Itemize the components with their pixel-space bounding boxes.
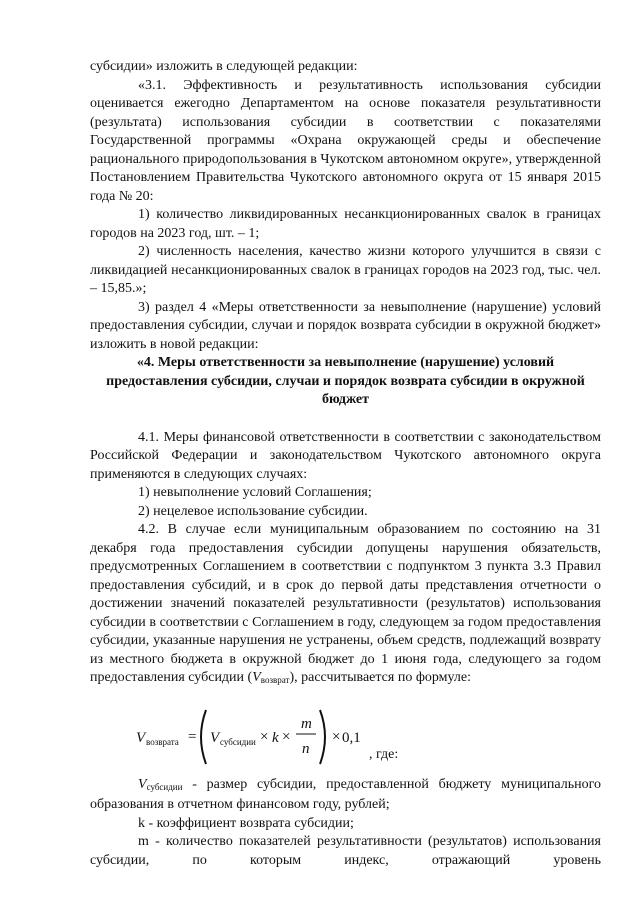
paragraph-item-3: 3) раздел 4 «Меры ответственности за невыполнение (нарушение) условий предоставления субсидии, случаи и порядок возврата субсидии в окружной бюджет» изложить в новой редакции: (90, 299, 601, 352)
paragraph-k: k - коэффициент возврата субсидии; (138, 815, 354, 831)
formula-where: , где: (369, 746, 399, 762)
paragraph-item-2: 2) численность населения, качество жизни которого улучшится в связи с ликвидацией несанкционированных свалок в границах городов на 2023 год, тыс. чел. – 15,85.»; (90, 244, 601, 296)
paragraph-intro: субсидии» изложить в следующей редакции: (90, 59, 358, 74)
spacer (90, 410, 601, 429)
formula (130, 694, 370, 774)
formula-times-3: × (332, 728, 341, 745)
paragraph-4-2 (90, 521, 601, 690)
v-subsidy-var: V (138, 776, 147, 792)
v-return-subscript: возврат (260, 675, 290, 685)
formula-equals: = (188, 728, 197, 745)
formula-v-sub: субсидии (220, 736, 256, 747)
v-subsidy-text: - размер субсидии, предоставленной бюджету муниципального образования в отчетном финансовом году, рублей; (90, 776, 601, 812)
formula-numerator: m (301, 715, 312, 732)
paragraph-4-1: 4.1. Меры финансовой ответственности в соответствии с законодательством Российской Федерации и законодательством Чукотского автономного округа применяются в следующих случаях: (90, 429, 601, 482)
formula-times-1: × (260, 728, 269, 745)
formula-lhs-sub: возврата (146, 736, 179, 747)
formula-left-paren (201, 710, 206, 764)
v-subsidy-subscript: субсидии (146, 781, 183, 792)
formula-v: V (210, 729, 220, 746)
paragraph-3-1: «3.1. Эффективность и результативность использования субсидии оценивается ежегодно Департаментом на основе показателя результативности (результата) использования субсидии в соответствии с показателями Государственной программы «Охрана окружающей среды и обеспечение рационального природопользования в Чукотском автономном округе», утвержденной Постановлением Правительства Чукотского автономного округа от 15 января 2015 года № 20: (90, 77, 601, 204)
paragraph-m: m - количество показателей результативности (результатов) использования субсидии, по которым индекс, отражающий уровень (90, 834, 601, 868)
formula-denominator: n (302, 740, 310, 757)
document-body (90, 58, 601, 870)
paragraph-item-1: 1) количество ликвидированных несанкционированных свалок в границах городов на 2023 год, шт. – 1; (90, 207, 601, 241)
v-return-var: V (252, 670, 261, 685)
formula-block (90, 694, 601, 776)
paragraph-4-2-text: 4.2. В случае если муниципальным образованием по состоянию на 31 декабря года предоставления субсидии допущены нарушения обязательств, предусмотренных Соглашением в соответствии с подпунктом 3 пункта 3.3 Правил предоставления субсидий, и в срок до первой даты представления отчетности о достижении значений показателей результативности (результатов) использования субсидии в соответствии с Соглашением в году, следующем за годом предоставления субсидии, указанные нарушения не устранены, объем средств, подлежащий возврату из местного бюджета в окружной бюджет до 1 июня года, следующего за годом предоставления субсидии ( (90, 522, 601, 685)
paragraph-4-2-end: ), рассчитывается по формуле: (289, 670, 472, 685)
paragraph-case-2: 2) нецелевое использование субсидии. (138, 503, 368, 519)
formula-right-paren (320, 710, 325, 764)
section-heading: «4. Меры ответственности за невыполнение (нарушение) условий предоставления субсидии, случаи и порядок возврата субсидии в окружной бюджет (106, 355, 585, 407)
formula-lhs-var: V (136, 729, 146, 746)
formula-coefficient: 0,1 (342, 729, 361, 746)
formula-times-2: × (282, 728, 291, 745)
formula-k: k (272, 729, 279, 746)
paragraph-v-subsidy (90, 776, 601, 815)
paragraph-case-1: 1) невыполнение условий Соглашения; (138, 485, 372, 500)
